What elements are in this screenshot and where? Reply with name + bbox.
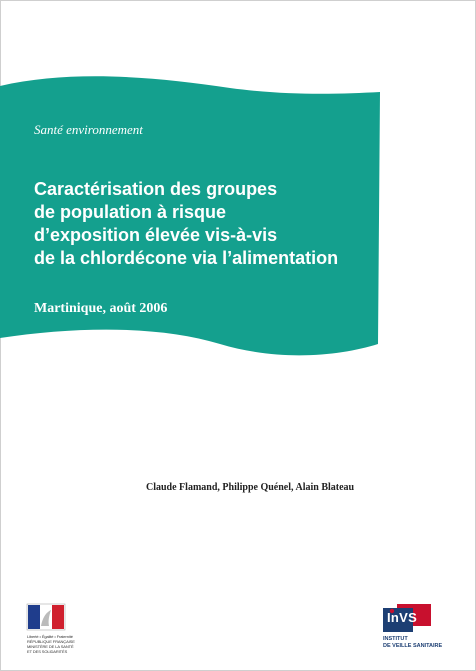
document-title — [34, 178, 364, 270]
title-line: Caractérisation des groupes — [34, 179, 278, 199]
invs-wordmark: InVS — [387, 610, 418, 625]
ministry-text: Liberté • Égalité • Fraternité RÉPUBLIQUE FRANÇAISE MINISTÈRE DE LA SANTÉ ET DES SOLIDARITÉS — [27, 634, 75, 654]
title-line: de la chlordécone via l’alimentation — [34, 248, 339, 268]
ministry-logo — [27, 604, 75, 660]
marianne-flag-icon — [27, 604, 65, 630]
invs-logo — [383, 604, 445, 654]
series-label: Santé environnement — [34, 122, 143, 137]
invs-caption: INSTITUT DE VEILLE SANITAIRE — [383, 636, 443, 649]
authors: Claude Flamand, Philippe Quénel, Alain Blateau — [146, 482, 355, 493]
title-line: d’exposition élevée vis-à-vis — [34, 225, 278, 245]
document-subtitle: Martinique, août 2006 — [34, 301, 168, 316]
title-line: de population à risque — [34, 202, 227, 222]
